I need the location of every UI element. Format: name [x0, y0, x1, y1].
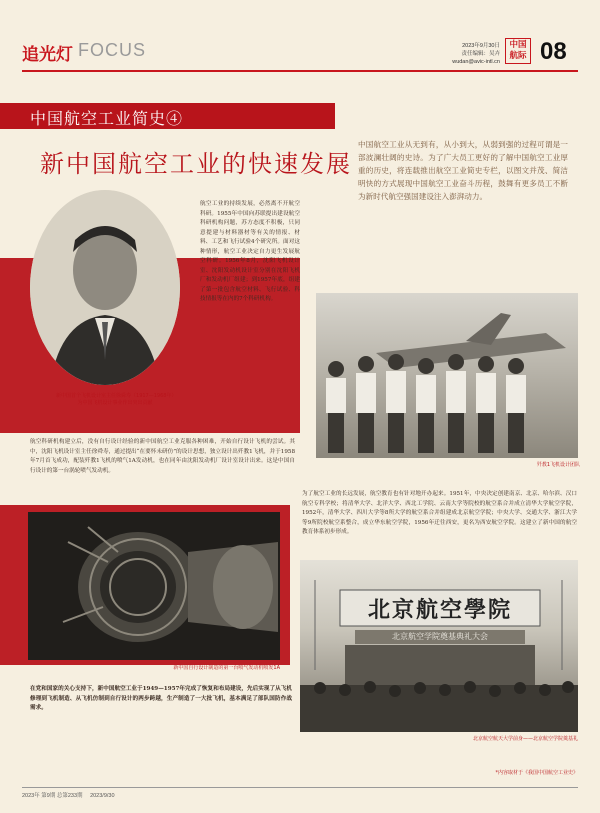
paragraph-2: 航空科研机构建立后，没有自行设计经验的新中国航空工业克服各种困难，开始自行设计飞机的尝试。其中，沈阳飞机设计室主任徐舜寿，通过提出“在要怀未研仿”的设计思想，独立设计出歼教1飞机，并于1958年7月首飞成功，配装歼教1飞机的喷气1A发动机，也在同年由沈阳发动机厂设计室设计出来。这是中国自行设计的第一台涡轮喷气发动机。: [30, 439, 295, 474]
logo-line-1: 中国: [509, 40, 527, 50]
school-photo-shapes: [300, 560, 578, 732]
issue-meta: [410, 42, 500, 66]
footer-date: 2023/9/30: [90, 793, 115, 799]
team-caption: 歼教1飞机设计团队: [536, 462, 580, 468]
engine-photo: [28, 512, 280, 660]
paragraph-1: 航空工业的持续发展，必然离不开航空科研。1955年中国向苏联提出建设航空科研机构问题，苏方态度不积极，只同意提建与材料器材等有关的情报、材料、工艺和飞行试验4个研究所。面对这种情形，航空工业决定自力更生发展航空科研。1956年8月，沈阳飞机设计室、沈阳发动机设计室分别在沈阳飞机厂和发动机厂组建；到1957年底，组建了第一批包含航空材料、飞行试验、科技情报等在内的7个科研机构。: [200, 201, 300, 302]
portrait-frame: [30, 190, 180, 385]
engine-caption: 新中国自行设计制造的第一台喷气发动机喷发1A: [173, 665, 280, 671]
series-title: 中国航空工业简史④: [30, 109, 184, 128]
portrait-photo: [30, 190, 180, 385]
page-number: 08: [540, 38, 567, 65]
editor-email: wudan@avic-intl.cn: [452, 59, 500, 65]
source-note: *内容取材于《我国中国航空工业史》: [495, 770, 578, 776]
footer-issue: [22, 791, 115, 799]
school-banner-text: 北京航空学院奠基典礼大会: [392, 632, 488, 641]
paragraph-3: 为了航空工业的长远发展，航空教育也有针对地开办起来。1951年，中央决定创建南京、北京、哈尔滨、汉口航空专科学校；将清华大学、北洋大学、西北工学院、云南大学等院校的航空系合并成立清华大学航空学院，1952年，清华大学、四川大学等8所大学的航空系合并组建成北京航空学院；中央大学、交通大学、浙江大学等9所院校航空系整合，成立华东航空学院，1956年迁往西安，更名为西安航空学院。这建立了新中国的航空教育体系初步形成。: [302, 491, 577, 535]
intro-paragraph: 中国航空工业从无到有，从小到大，从弱到强的过程可谓是一部波澜壮阔的史诗。为了广大员工更好的了解中国航空工业厚重的历史，将连载推出航空工业简史专栏，以图文并茂、简洁明快的方式展现中国航空工业奋斗历程，鼓舞有更多员工不断为新时代航空强国建设注入澎湃动力。: [358, 140, 568, 201]
section-title-cn: 追光灯: [22, 45, 73, 65]
logo-line-2: 航际: [509, 51, 527, 61]
team-photo: [316, 293, 578, 458]
publication-logo: [505, 38, 531, 64]
paragraph-4: 在党和国家的关心支持下，新中国航空工业于1949—1957年完成了恢复和布局建设，先后实现了从飞机修理到飞机制造、从飞机仿制到自行设计的两步跨越，生产制造了一大批飞机，基本满足了部队国防作战需求。: [30, 686, 292, 711]
school-caption: 北京航空航天大学前身——北京航空学院奠基礼: [472, 736, 578, 742]
footer-rule: [22, 787, 578, 788]
engine-photo-shapes: [28, 512, 280, 660]
headline: 新中国航空工业的快速发展: [40, 150, 352, 178]
section-title-en: FOCUS: [78, 40, 146, 60]
school-photo: [300, 560, 578, 732]
header-rule: [22, 70, 578, 72]
school-sign-text: 北京航空學院: [367, 598, 512, 623]
team-photo-figures: [316, 293, 578, 458]
editor-line: 责任编辑：吴卉: [461, 51, 500, 57]
portrait-caption: 新中国首个飞机设计室主任徐舜寿（1917—1968年）为中国飞机设计事业作出突出贡献: [56, 393, 174, 406]
issue-date: 2023年9月30日: [462, 43, 500, 49]
footer-issue-number: 2023年 第9期 总第233期: [22, 793, 83, 799]
